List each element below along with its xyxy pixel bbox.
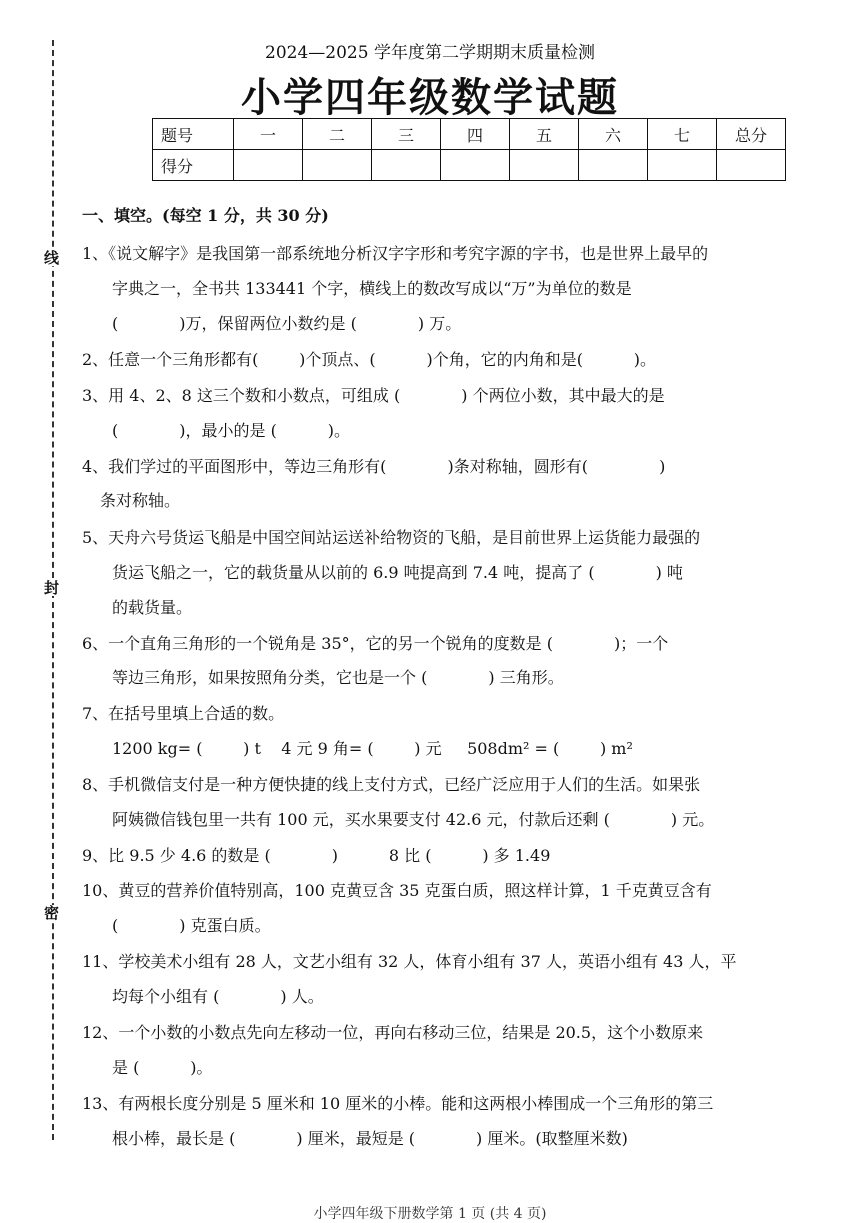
question-line: 1、《说文解字》是我国第一部系统地分析汉字字形和考究字源的字书，也是世界上最早的 — [82, 244, 709, 263]
column-header: 二 — [303, 119, 372, 150]
question-line: 等边三角形，如果按照角分类，它也是一个 ( ) 三角形。 — [112, 668, 564, 687]
question-line: ( ) 克蛋白质。 — [112, 916, 271, 935]
question-line: 12、一个小数的小数点先向左移动一位，再向右移动三位，结果是 20.5，这个小数原来 — [82, 1023, 704, 1042]
score-cell[interactable] — [648, 150, 717, 181]
binding-char: 封 — [44, 579, 60, 597]
score-cell[interactable] — [234, 150, 303, 181]
question-line: 根小棒，最长是 ( ) 厘米，最短是 ( ) 厘米。(取整厘米数) — [112, 1129, 628, 1148]
column-header: 总分 — [717, 119, 786, 150]
score-cell[interactable] — [441, 150, 510, 181]
question-line: 均每个小组有 ( ) 人。 — [112, 987, 324, 1006]
column-header: 一 — [234, 119, 303, 150]
question-line: 4、我们学过的平面图形中，等边三角形有( )条对称轴，圆形有( ) — [82, 457, 666, 476]
question-line: 的载货量。 — [112, 598, 193, 617]
question-line: 6、一个直角三角形的一个锐角是 35°，它的另一个锐角的度数是 ( )；一个 — [82, 634, 669, 653]
score-cell[interactable] — [303, 150, 372, 181]
question-line: 字典之一，全书共 133441 个字，横线上的数改写成以“万”为单位的数是 — [112, 279, 632, 298]
question-line: 9、比 9.5 少 4.6 的数是 ( ) 8 比 ( ) 多 1.49 — [82, 846, 551, 865]
section-heading: 一、填空。(每空 1 分，共 30 分) — [82, 206, 329, 225]
column-header: 五 — [510, 119, 579, 150]
table-row — [153, 150, 786, 181]
question-line: 13、有两根长度分别是 5 厘米和 10 厘米的小棒。能和这两根小棒围成一个三角形的第三 — [82, 1094, 714, 1113]
question-line: 10、黄豆的营养价值特别高，100 克黄豆含 35 克蛋白质，照这样计算，1 千克黄豆含有 — [82, 881, 712, 900]
question-line: 是 ( )。 — [112, 1058, 213, 1077]
question-line: ( )万，保留两位小数约是 ( ) 万。 — [112, 314, 462, 333]
question-line: 条对称轴。 — [100, 491, 181, 510]
question-line: 货运飞船之一，它的载货量从以前的 6.9 吨提高到 7.4 吨，提高了 ( ) 吨 — [112, 563, 683, 582]
row-label: 题号 — [153, 119, 234, 150]
question-line: 11、学校美术小组有 28 人，文艺小组有 32 人，体育小组有 37 人，英语小组有 43 人，平 — [82, 952, 737, 971]
question-line: 2、任意一个三角形都有( )个顶点、( )个角，它的内角和是( )。 — [82, 350, 657, 369]
binding-char: 线 — [44, 249, 60, 267]
question-line: 7、在括号里填上合适的数。 — [82, 704, 285, 723]
score-cell[interactable] — [510, 150, 579, 181]
exam-subtitle: 2024—2025 学年度第二学期期末质量检测 — [265, 43, 595, 63]
question-line: ( )，最小的是 ( )。 — [112, 421, 350, 440]
question-line: 5、天舟六号货运飞船是中国空间站运送补给物资的飞船，是目前世界上运货能力最强的 — [82, 528, 701, 547]
question-line: 8、手机微信支付是一种方便快捷的线上支付方式，已经广泛应用于人们的生活。如果张 — [82, 775, 701, 794]
table-row — [153, 119, 786, 150]
score-table — [152, 118, 786, 181]
exam-title: 小学四年级数学试题 — [241, 75, 619, 121]
question-line: 3、用 4、2、8 这三个数和小数点，可组成 ( ) 个两位小数，其中最大的是 — [82, 386, 665, 405]
question-line: 1200 kg= ( ) t 4 元 9 角= ( ) 元 508dm² = ( ) m² — [112, 739, 633, 758]
row-label: 得分 — [153, 150, 234, 181]
question-line: 阿姨微信钱包里一共有 100 元，买水果要支付 42.6 元，付款后还剩 ( ) 元。 — [112, 810, 715, 829]
page-footer: 小学四年级下册数学第 1 页 (共 4 页) — [313, 1206, 547, 1222]
score-cell[interactable] — [717, 150, 786, 181]
column-header: 六 — [579, 119, 648, 150]
column-header: 三 — [372, 119, 441, 150]
score-cell[interactable] — [579, 150, 648, 181]
score-cell[interactable] — [372, 150, 441, 181]
column-header: 七 — [648, 119, 717, 150]
binding-char: 密 — [44, 904, 60, 922]
column-header: 四 — [441, 119, 510, 150]
